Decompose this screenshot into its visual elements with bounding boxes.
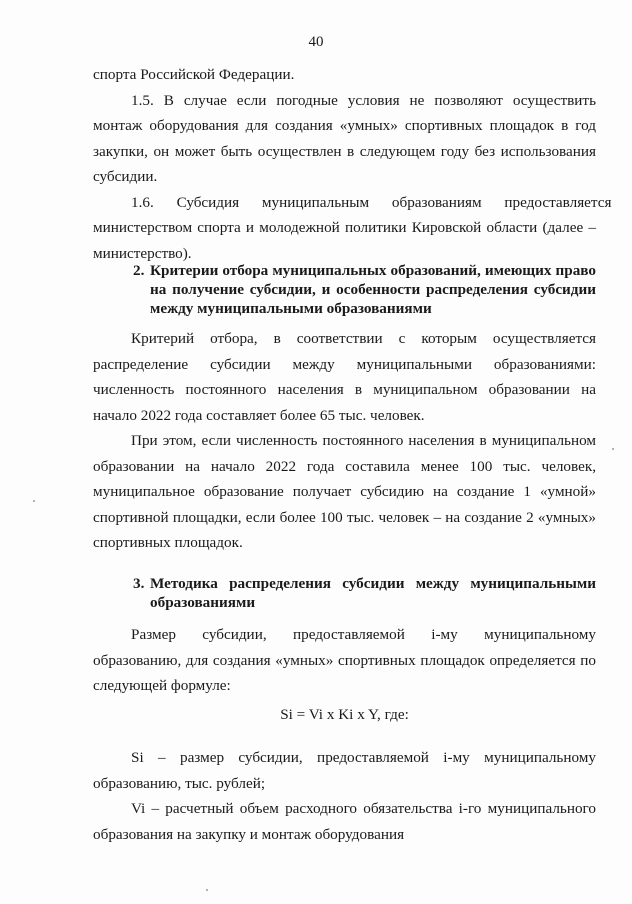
definition-vi: Vi – расчетный объем расходного обязательства i-го муниципального образования на закупку и монтаж оборудования xyxy=(93,800,596,843)
paragraph-1-6-rest: министерством спорта и молодежной политики Кировской области (далее – министерство). xyxy=(93,219,596,262)
section-1-continuation xyxy=(93,62,612,266)
formula-definitions xyxy=(93,745,596,847)
section-3-number: 3. xyxy=(133,575,145,592)
section-3-heading xyxy=(93,574,596,612)
paragraph-population: При этом, если численность постоянного населения в муниципальном образовании на начало 2022 года составила менее 100 тыс. человек, муниципальное образование получает субсидию на создание 1 «умной» спортивной площадки, если более 100 тыс. человек – на создание 2 «умных» спортивных площадок. xyxy=(93,432,596,551)
paragraph-1-5: 1.5. В случае если погодные условия не позволяют осуществить монтаж оборудования для создания «умных» спортивных площадок в год закупки, он может быть осуществлен в следующем году без использования субсидии. xyxy=(93,91,596,185)
page-number: 40 xyxy=(308,34,324,50)
definition-si: Si – размер субсидии, предоставляемой i-му муниципальному образованию, тыс. рублей; xyxy=(93,749,596,792)
section-2-number: 2. xyxy=(133,262,145,279)
scan-speck xyxy=(206,889,208,891)
section-2-heading xyxy=(93,261,596,318)
scan-speck xyxy=(612,448,614,450)
formula: Si = Vi x Ki x Y, где: xyxy=(280,706,409,723)
section-2-body xyxy=(93,326,596,556)
paragraph-formula-intro: Размер субсидии, предоставляемой i-му муниципальному образованию, для создания «умных» спортивных площадок определяется по следующей формуле: xyxy=(93,626,596,694)
section-2-title: Критерии отбора муниципальных образований, имеющих право на получение субсидии, и особенности распределения субсидии между муниципальными образованиями xyxy=(150,262,596,317)
section-3-body xyxy=(93,622,596,699)
scan-speck xyxy=(33,500,35,502)
paragraph-criterion: Критерий отбора, в соответствии с которым осуществляется распределение субсидии между муниципальными образованиями: численность постоянного населения в муниципальном образовании на начало 2022 года составляет более 65 тыс. человек. xyxy=(93,330,596,424)
section-3-title: Методика распределения субсидии между муниципальными образованиями xyxy=(150,575,596,611)
paragraph-continuation: спорта Российской Федерации. xyxy=(93,66,295,83)
paragraph-1-6-first-line: 1.6. Субсидия муниципальным образованиям предоставляется xyxy=(131,193,612,211)
